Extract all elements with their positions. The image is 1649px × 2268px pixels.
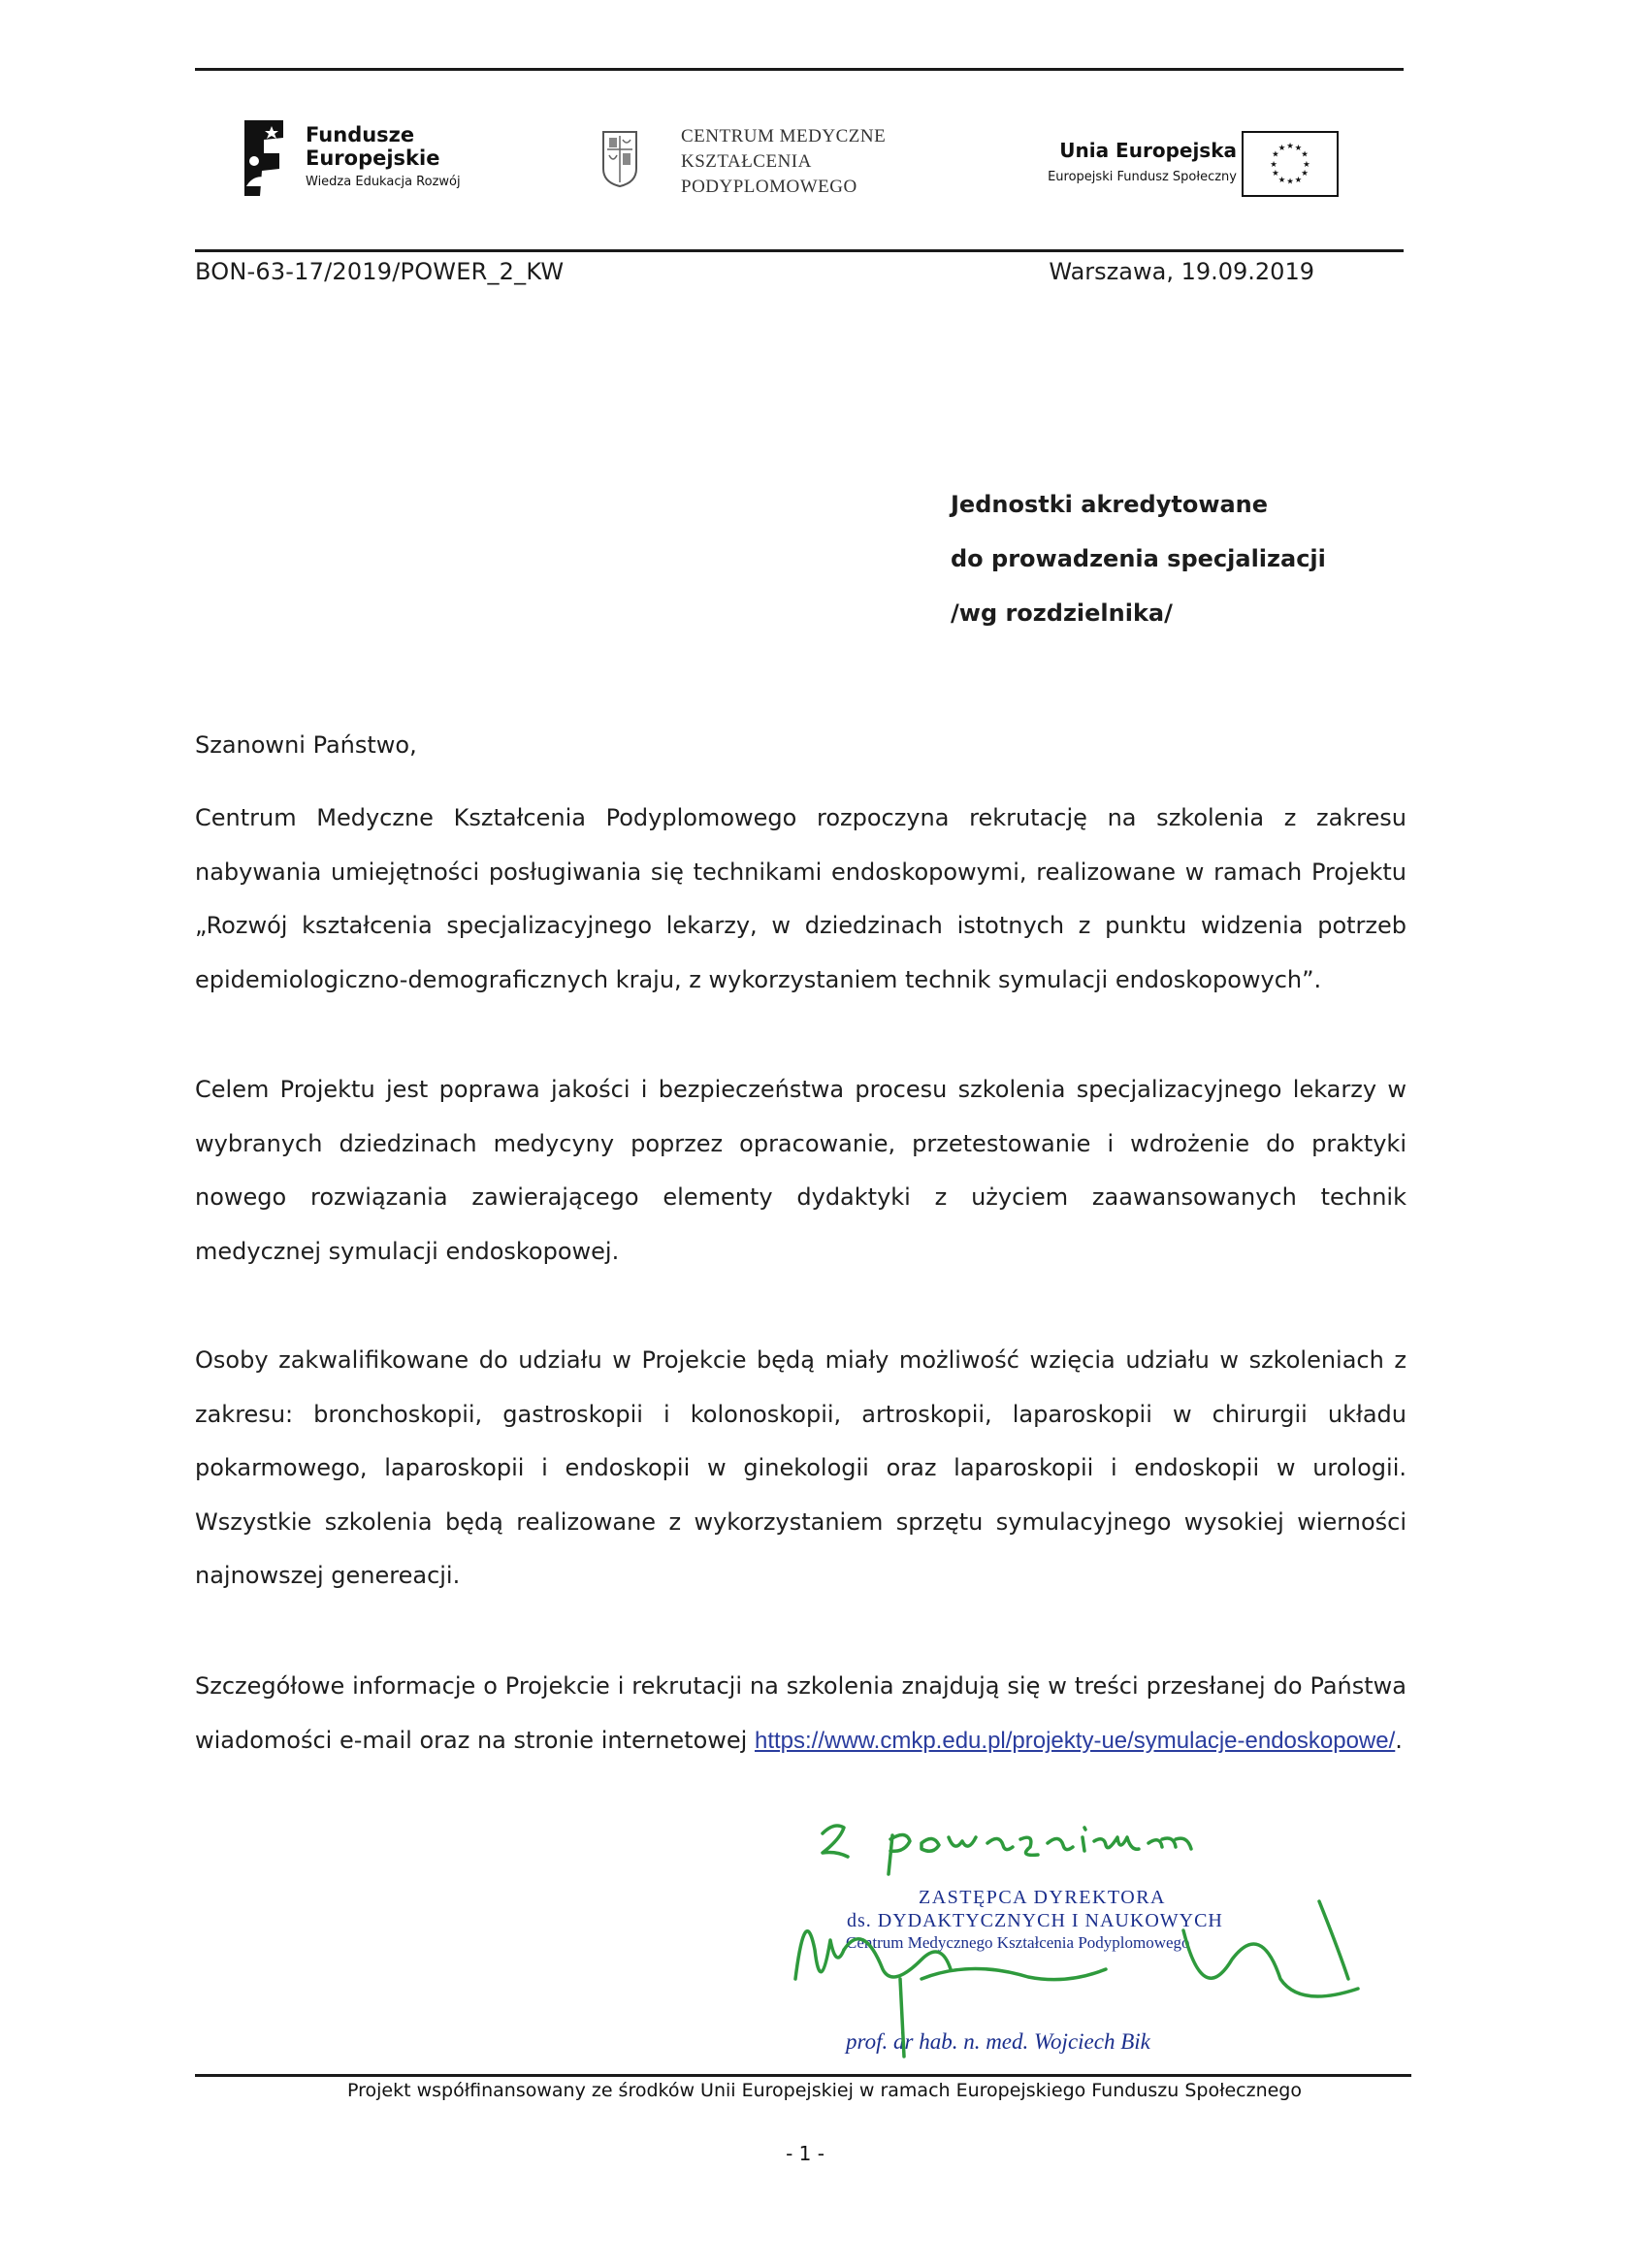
- crest-icon: [601, 130, 638, 188]
- project-website-link[interactable]: https://www.cmkp.edu.pl/projekty-ue/symulacje-endoskopowe/: [754, 1727, 1396, 1754]
- addressee-line-2: do prowadzenia specjalizacji: [951, 545, 1326, 572]
- header-bottom-rule: [195, 249, 1404, 252]
- paragraph-4: [195, 1660, 1406, 1767]
- footer-rule: [195, 2074, 1411, 2077]
- svg-text:★: ★: [1294, 174, 1303, 184]
- unia-europejska-logo: [1018, 131, 1387, 204]
- svg-text:★: ★: [1301, 168, 1309, 178]
- page-number: - 1 -: [786, 2142, 824, 2165]
- stamp-name: prof. dr hab. n. med. Wojciech Bik: [846, 2029, 1150, 2054]
- addressee-block: [951, 477, 1326, 640]
- document-reference: BON-63-17/2019/POWER_2_KW: [195, 258, 565, 285]
- fe-logo-tagline: Wiedza Edukacja Rozwój: [306, 175, 461, 189]
- ue-logo-title: Unia Europejska: [1059, 139, 1237, 162]
- paragraph-4-text: Szczegółowe informacje o Projekcie i rekrutacji na szkolenia znajdują się w treści przesłanej do Państwa wiadomości e-mail oraz na stronie internetowej: [195, 1672, 1406, 1754]
- cmkp-logo-line1: CENTRUM MEDYCZNE: [681, 126, 887, 146]
- footer-cofinancing-note: Projekt współfinansowany ze środków Unii Europejskiej w ramach Europejskiego Funduszu Społecznego: [347, 2080, 1302, 2101]
- paragraph-3: Osoby zakwalifikowane do udziału w Projekcie będą miały możliwość wzięcia udziału w szkoleniach z zakresu: bronchoskopii, gastroskopii i kolonoskopii, artroskopii, laparoskopii w chirurgii układu pokarmowego, laparoskopii i endoskopii w ginekologii oraz laparoskopii i endoskopii w urologii. Wszystkie szkolenia będą realizowane z wykorzystaniem sprzętu symulacyjnego wysokiej wierności najnowszej genereacji.: [195, 1346, 1406, 1589]
- stamp-institution: Centrum Medycznego Kształcenia Podyplomowego: [846, 1933, 1190, 1952]
- fe-logo-line2: Europejskie: [306, 146, 440, 170]
- svg-text:★: ★: [1277, 142, 1286, 152]
- fundusze-europejskie-icon: [241, 118, 293, 200]
- addressee-line-1: Jednostki akredytowane: [951, 491, 1269, 518]
- fundusze-europejskie-logo: [241, 114, 493, 207]
- eu-flag-icon: [1242, 131, 1339, 197]
- svg-text:★: ★: [1303, 158, 1310, 169]
- signature-area: [776, 1814, 1377, 2076]
- greeting: Szanowni Państwo,: [195, 731, 417, 759]
- svg-text:★: ★: [1277, 174, 1286, 184]
- cmkp-logo-line3: PODYPLOMOWEGO: [681, 177, 857, 197]
- handwritten-signature: [776, 1814, 1377, 2076]
- header-top-rule: [195, 68, 1404, 71]
- addressee-line-3: /wg rozdzielnika/: [951, 599, 1173, 627]
- stamp-department: ds. DYDAKTYCZNYCH I NAUKOWYCH: [847, 1910, 1223, 1931]
- cmkp-logo: [601, 124, 922, 207]
- svg-text:★: ★: [1294, 142, 1303, 152]
- svg-text:★: ★: [1270, 158, 1277, 169]
- fe-logo-line1: Fundusze: [306, 123, 415, 146]
- paragraph-2: Celem Projektu jest poprawa jakości i bezpieczeństwa procesu szkolenia specjalizacyjnego lekarzy w wybranych dziedzinach medycyny poprzez opracowanie, przetestowanie i wdrożenie do praktyki nowego rozwiązania zawierającego elementy dydaktyki z użyciem zaawansowanych technik medycznej symulacji endoskopowej.: [195, 1076, 1406, 1265]
- place-date: Warszawa, 19.09.2019: [1049, 258, 1314, 285]
- ue-logo-subtitle: Europejski Fundusz Społeczny: [1048, 170, 1237, 184]
- svg-text:★: ★: [1272, 148, 1279, 159]
- stamp-title: ZASTĘPCA DYREKTORA: [919, 1887, 1166, 1908]
- paragraph-4-end: .: [1395, 1726, 1403, 1754]
- cmkp-logo-line2: KSZTAŁCENIA: [681, 151, 812, 172]
- svg-text:★: ★: [1301, 148, 1309, 159]
- svg-text:★: ★: [1286, 141, 1294, 150]
- svg-text:★: ★: [1272, 168, 1279, 178]
- paragraph-1: Centrum Medyczne Kształcenia Podyplomowego rozpoczyna rekrutację na szkolenia z zakresu nabywania umiejętności posługiwania się technikami endoskopowymi, realizowane w ramach Projektu „Rozwój kształcenia specjalizacyjnego lekarzy, w dziedzinach istotnych z punktu widzenia potrzeb epidemiologiczno-demograficznych kraju, z wykorzystaniem technik symulacji endoskopowych”.: [195, 804, 1406, 993]
- svg-text:★: ★: [1286, 176, 1294, 186]
